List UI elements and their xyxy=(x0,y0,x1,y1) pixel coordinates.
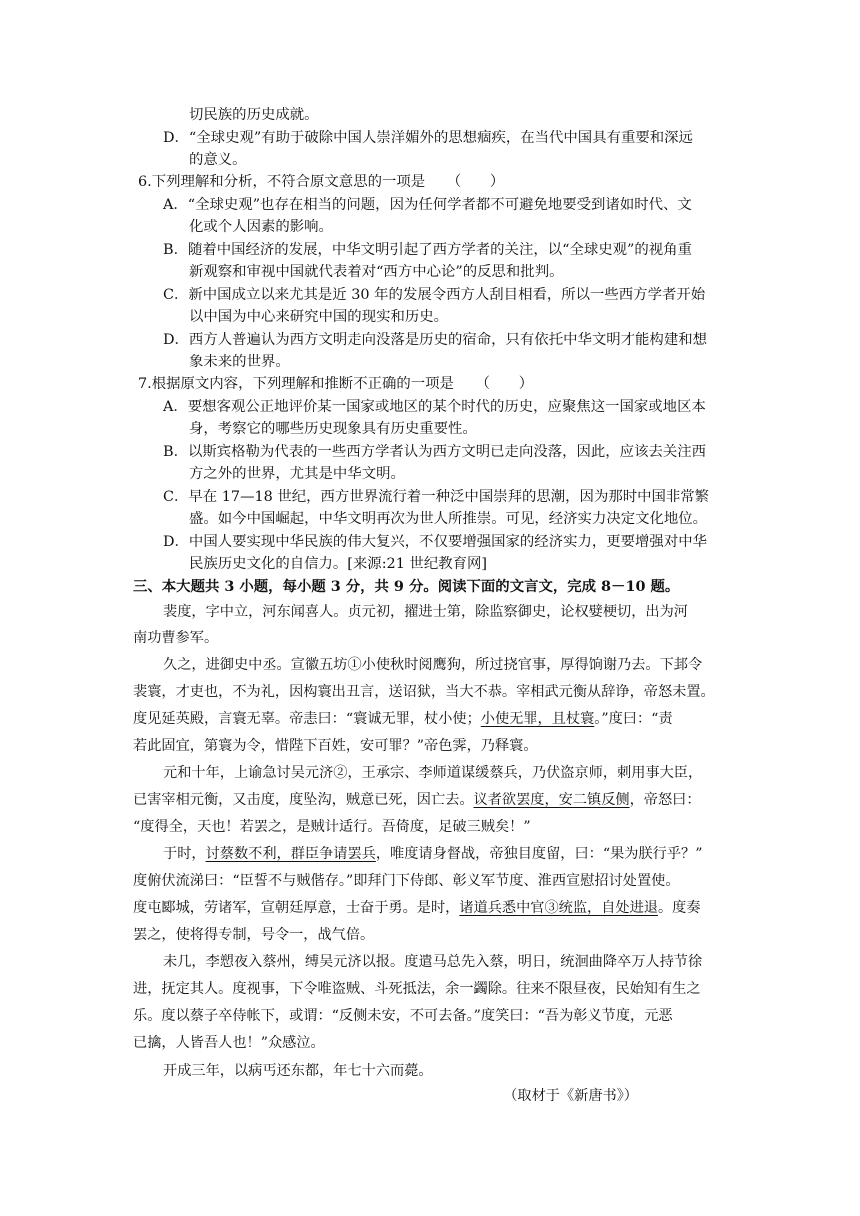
text-segment: 于时， xyxy=(163,846,206,862)
passage-p1-line1: 裴度，字中立，河东闻喜人。贞元初，擢进士第，除监察御史，论权嬖梗切，出为河 xyxy=(163,604,688,620)
q6-option-b-continuation: 新观察和审视中国就代表着对“西方中心论”的反思和批判。 xyxy=(189,264,564,280)
text-segment: ，帝怒曰： xyxy=(629,792,701,808)
passage-p5-line2: 进，抚定其人。度视事，下令唯盗贼、斗死抵法，余一蠲除。往来不限昼夜，民始知有生之 xyxy=(133,981,701,997)
text-segment: 已害宰相元衡，又击度，度坠沟，贼意已死，因亡去。 xyxy=(133,792,474,808)
passage-p1-line2: 南功曹参军。 xyxy=(133,630,219,646)
q7-option-b: B．以斯宾格勒为代表的一些西方学者认为西方文明已走向没落，因此，应该去关注西 xyxy=(163,444,707,460)
text-segment: 。度奏 xyxy=(657,900,701,916)
q7-option-c: C．早在 17—18 世纪，西方世界流行着一种泛中国崇拜的思潮，因为那时中国非常繁 xyxy=(163,489,710,505)
passage-p3-line3: “度得全，天也！若罢之，是贼计适行。吾倚度，足破三贼矣！” xyxy=(133,819,531,835)
passage-p3-line2 xyxy=(133,790,701,810)
text-segment: 度屯郾城，劳诸军，宣朝廷厚意，士奋于勇。是时， xyxy=(133,900,460,916)
q6-option-d: D．西方人普遍认为西方文明走向没落是历史的宿命，只有依托中华文明才能构建和想 xyxy=(163,332,707,348)
q7-option-a: A．要想客观公正地评价某一国家或地区的某个时代的历史，应聚焦这一国家或地区本 xyxy=(163,399,706,415)
q5-option-d-continuation: 的意义。 xyxy=(189,152,247,168)
passage-p2-line4: 若此固宜，第寰为令，惜陛下百姓，安可罪？”帝色霁，乃释寰。 xyxy=(133,738,538,754)
q7-option-b-continuation: 方之外的世界，尤其是中华文明。 xyxy=(189,466,405,482)
q6-option-a-continuation: 化或个人因素的影响。 xyxy=(189,219,333,235)
q6-option-c-continuation: 以中国为中心来研究中国的现实和历史。 xyxy=(189,309,449,325)
passage-p2-line2: 裴寰，才吏也，不为礼，因构寰出丑言，送诏狱，当大不恭。宰相武元衡从辞诤，帝怒未置。 xyxy=(133,684,715,700)
passage-p3-line1: 元和十年，上谕急讨吴元济②，王承宗、李师道谋缓蔡兵，乃伏盗京师，刺用事大臣， xyxy=(163,765,703,781)
q6-option-b: B．随着中国经济的发展，中华文明引起了西方学者的关注，以“全球史观”的视角重 xyxy=(163,242,692,258)
underlined-sentence: 讨蔡数不利，群臣争请罢兵 xyxy=(205,846,376,862)
text-segment: 度见延英殿，言寰无辜。帝恚曰：“寰诚无罪，杖小使； xyxy=(133,711,481,727)
passage-p2-line1: 久之，进御史中丞。宣徽五坊①小使秋时阅鹰狗，所过挠官事，厚得饷谢乃去。下邽令 xyxy=(163,657,703,673)
text-segment: 。”度曰：“责 xyxy=(594,711,673,727)
q5-option-d: D．“全球史观”有助于破除中国人崇洋媚外的思想痼疾，在当代中国具有重要和深远 xyxy=(163,130,693,146)
q6-option-c: C．新中国成立以来尤其是近 30 年的发展令西方人刮目相看，所以一些西方学者开始 xyxy=(163,287,706,303)
passage-p4-line2: 度俯伏流涕曰：“臣誓不与贼偕存。”即拜门下侍郎、彰义军节度、淮西宣慰招讨处置使。 xyxy=(133,873,680,889)
q7-option-d-continuation: 民族历史文化的自信力。[来源:21 世纪教育网] xyxy=(189,556,487,572)
q5-option-c-continuation: 切民族的历史成就。 xyxy=(189,107,319,123)
underlined-sentence: 议者欲罢度，安二镇反侧 xyxy=(473,792,630,808)
passage-p5-line3: 乐。度以蔡子卒侍帐下，或谓：“反侧未安，不可去备。”度笑曰：“吾为彰义节度，元恶 xyxy=(133,1008,673,1024)
passage-p6-line1: 开成三年，以病丐还东都，年七十六而薨。 xyxy=(163,1063,433,1079)
q7-option-d: D．中国人要实现中华民族的伟大复兴，不仅要增强国家的经济实力，更要增强对中华 xyxy=(163,534,707,550)
passage-p5-line4: 已擒，人皆吾人也！”众感泣。 xyxy=(133,1035,325,1051)
underlined-sentence: 小使无罪，且杖寰 xyxy=(480,711,595,727)
passage-p4-line1 xyxy=(163,844,702,864)
passage-source: （取材于《新唐书》） xyxy=(503,1088,638,1104)
section-3-heading: 三、本大题共 3 小题，每小题 3 分，共 9 分。阅读下面的文言文，完成 8－10 题。 xyxy=(133,578,680,595)
q6-stem: 6.下列理解和分析，不符合原文意思的一项是 （ ） xyxy=(138,174,505,190)
q7-option-c-continuation: 盛。如今中国崛起，中华文明再次为世人所推崇。可见，经济实力决定文化地位。 xyxy=(189,511,708,527)
passage-p4-line3 xyxy=(133,898,701,918)
q7-stem: 7.根据原文内容，下列理解和推断不正确的一项是 （ ） xyxy=(138,376,534,392)
q6-option-a: A．“全球史观”也存在相当的问题，因为任何学者都不可避免地要受到诸如时代、文 xyxy=(163,197,692,213)
passage-p4-line4: 罢之，使将得专制，号令一，战气倍。 xyxy=(133,927,375,943)
passage-p2-line3 xyxy=(133,709,673,729)
q7-option-a-continuation: 身，考察它的哪些历史现象具有历史重要性。 xyxy=(189,421,477,437)
q6-option-d-continuation: 象未来的世界。 xyxy=(189,354,290,370)
underlined-sentence: 诸道兵悉中官③统监，自处进退 xyxy=(459,900,658,916)
passage-p5-line1: 未几，李愬夜入蔡州，缚吴元济以报。度遣马总先入蔡，明日，统洄曲降卒万人持节徐 xyxy=(163,954,703,970)
text-segment: ，唯度请身督战，帝独目度留，曰：“果为朕行乎？” xyxy=(375,846,703,862)
